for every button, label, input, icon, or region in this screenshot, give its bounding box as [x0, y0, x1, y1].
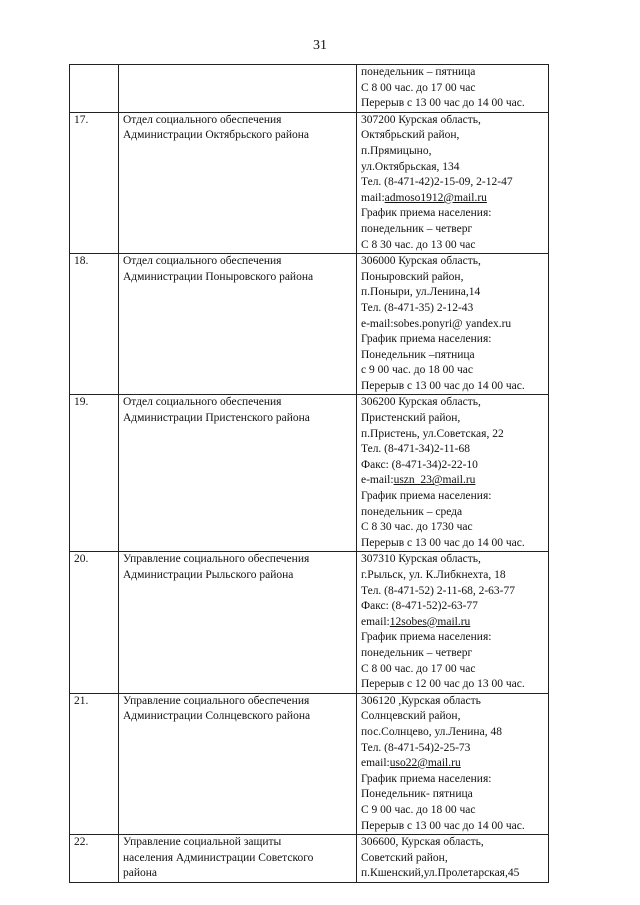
- table-row: [70, 835, 549, 883]
- table-row: [70, 395, 549, 552]
- info-line: 307200 Курская область,: [361, 113, 481, 126]
- info-line: Поныровский район,: [361, 270, 464, 283]
- email-link[interactable]: 12sobes@mail.ru: [389, 615, 471, 628]
- info-line: понедельник – среда: [361, 505, 463, 518]
- info-line: п.Поныри, ул.Ленина,14: [361, 286, 481, 299]
- info-line: mail:admoso1912@mail.ru: [361, 191, 487, 204]
- info-line: С 8 00 час. до 17 00 час: [361, 81, 476, 94]
- name-line: Управление социального обеспечения: [123, 694, 310, 707]
- name-line: Администрации Рыльского района: [123, 569, 294, 581]
- info-line: График приема населения:: [361, 631, 492, 644]
- name-line: Отдел социального обеспечения: [123, 113, 282, 126]
- info-line: Перерыв с 13 00 час до 14 00 час.: [361, 536, 525, 549]
- info-line: Октябрьский район,: [361, 129, 460, 142]
- info-line: График приема населения:: [361, 207, 492, 220]
- info-line: e-mail:sobes.ponyri@ yandex.ru: [361, 317, 512, 330]
- info-line: Перерыв с 13 00 час до 14 00 час.: [361, 379, 525, 392]
- info-line: Перерыв с 12 00 час до 13 00 час.: [361, 678, 525, 691]
- info-line: Тел. (8-471-52) 2-11-68, 2-63-77: [361, 584, 516, 597]
- info-line: Понедельник –пятница: [361, 348, 475, 361]
- info-line: С 8 00 час. до 17 00 час: [361, 662, 476, 675]
- info-line: Советский район,: [361, 851, 448, 864]
- cell-number: [70, 65, 119, 113]
- name-line: Администрации Пристенского района: [123, 412, 310, 425]
- name-line: района: [123, 867, 158, 880]
- table-row: [70, 693, 549, 834]
- info-line: 306200 Курская область,: [361, 396, 481, 409]
- email-link[interactable]: uszn_23@mail.ru: [393, 474, 476, 487]
- info-line: 306000 Курская область,: [361, 255, 481, 268]
- email-link[interactable]: admoso1912@mail.ru: [384, 191, 487, 204]
- info-line: понедельник – пятница: [361, 66, 476, 78]
- info-line: понедельник – четверг: [361, 222, 473, 235]
- info-line: График приема населения:: [361, 490, 492, 503]
- info-line: Перерыв с 13 00 час до 14 00 час.: [361, 97, 525, 110]
- info-line: 306600, Курская область,: [361, 836, 484, 849]
- table-row-continuation: [70, 65, 549, 113]
- cell-info: [357, 395, 549, 552]
- info-line: г.Рыльск, ул. К.Либкнехта, 18: [361, 569, 506, 581]
- cell-number: 20.: [70, 552, 119, 693]
- info-line: Тел. (8-471-42)2-15-09, 2-12-47: [361, 176, 513, 189]
- name-line: Отдел социального обеспечения: [123, 396, 282, 409]
- cell-info: [357, 254, 549, 395]
- page-number: 31: [313, 38, 327, 53]
- info-line: График приема населения:: [361, 772, 492, 785]
- name-line: Администрации Октябрьского района: [123, 129, 310, 142]
- info-line: Тел. (8-471-54)2-25-73: [361, 741, 471, 754]
- cell-number: 22.: [70, 835, 119, 883]
- email-link[interactable]: uso22@mail.ru: [389, 757, 461, 770]
- name-line: Администрации Солнцевского района: [123, 710, 311, 723]
- info-line: Факс: (8-471-52)2-63-77: [361, 600, 478, 613]
- info-line: Факс: (8-471-34)2-22-10: [361, 458, 478, 471]
- info-line: Пристенский район,: [361, 412, 461, 425]
- name-line: Управление социальной защиты: [123, 836, 282, 849]
- cell-name: [119, 112, 357, 253]
- info-line: 306120 ,Курская область: [361, 694, 481, 707]
- info-line: С 8 30 час. до 13 00 час: [361, 238, 476, 251]
- cell-name: [119, 693, 357, 834]
- info-line: График приема населения:: [361, 333, 492, 346]
- info-line: понедельник – четверг: [361, 646, 473, 659]
- info-line: с 9 00 час. до 18 00 час: [361, 364, 473, 377]
- info-line: п.Пристень, ул.Советская, 22: [361, 427, 504, 440]
- info-line: e-mail:uszn_23@mail.ru: [361, 474, 476, 487]
- table-row: [70, 254, 549, 395]
- info-line: пос.Солнцево, ул.Ленина, 48: [361, 725, 502, 738]
- info-line: С 8 30 час. до 1730 час: [361, 521, 473, 534]
- cell-info: [357, 552, 549, 693]
- cell-number: 19.: [70, 395, 119, 552]
- cell-name: [119, 395, 357, 552]
- cell-number: 17.: [70, 112, 119, 253]
- name-line: населения Администрации Советского: [123, 851, 314, 864]
- info-line: email:12sobes@mail.ru: [361, 615, 471, 628]
- cell-number: 21.: [70, 693, 119, 834]
- cell-info: [357, 693, 549, 834]
- info-line: ул.Октябрьская, 134: [361, 160, 460, 173]
- info-line: п.Прямицыно,: [361, 144, 432, 157]
- info-line: п.Кшенский,ул.Пролетарская,45: [361, 867, 520, 880]
- name-line: Управление социального обеспечения: [123, 553, 310, 566]
- cell-name: [119, 65, 357, 113]
- info-line: Перерыв с 13 00 час до 14 00 час.: [361, 819, 525, 832]
- info-line: Тел. (8-471-34)2-11-68: [361, 443, 470, 456]
- cell-number: 18.: [70, 254, 119, 395]
- cell-name: [119, 835, 357, 883]
- info-line: email:uso22@mail.ru: [361, 757, 461, 770]
- table-row: [70, 552, 549, 693]
- info-line: 307310 Курская область,: [361, 553, 481, 566]
- cell-name: [119, 552, 357, 693]
- name-line: Администрации Поныровского района: [123, 270, 314, 283]
- cell-name: [119, 254, 357, 395]
- contacts-table: [69, 64, 549, 883]
- table-row: [70, 112, 549, 253]
- cell-info: [357, 112, 549, 253]
- info-line: С 9 00 час. до 18 00 час: [361, 803, 476, 816]
- info-line: Солнцевский район,: [361, 710, 461, 723]
- name-line: Отдел социального обеспечения: [123, 255, 282, 268]
- info-line: Понедельник- пятница: [361, 788, 473, 801]
- info-line: Тел. (8-471-35) 2-12-43: [361, 301, 474, 314]
- cell-info: [357, 835, 549, 883]
- cell-info: [357, 65, 549, 113]
